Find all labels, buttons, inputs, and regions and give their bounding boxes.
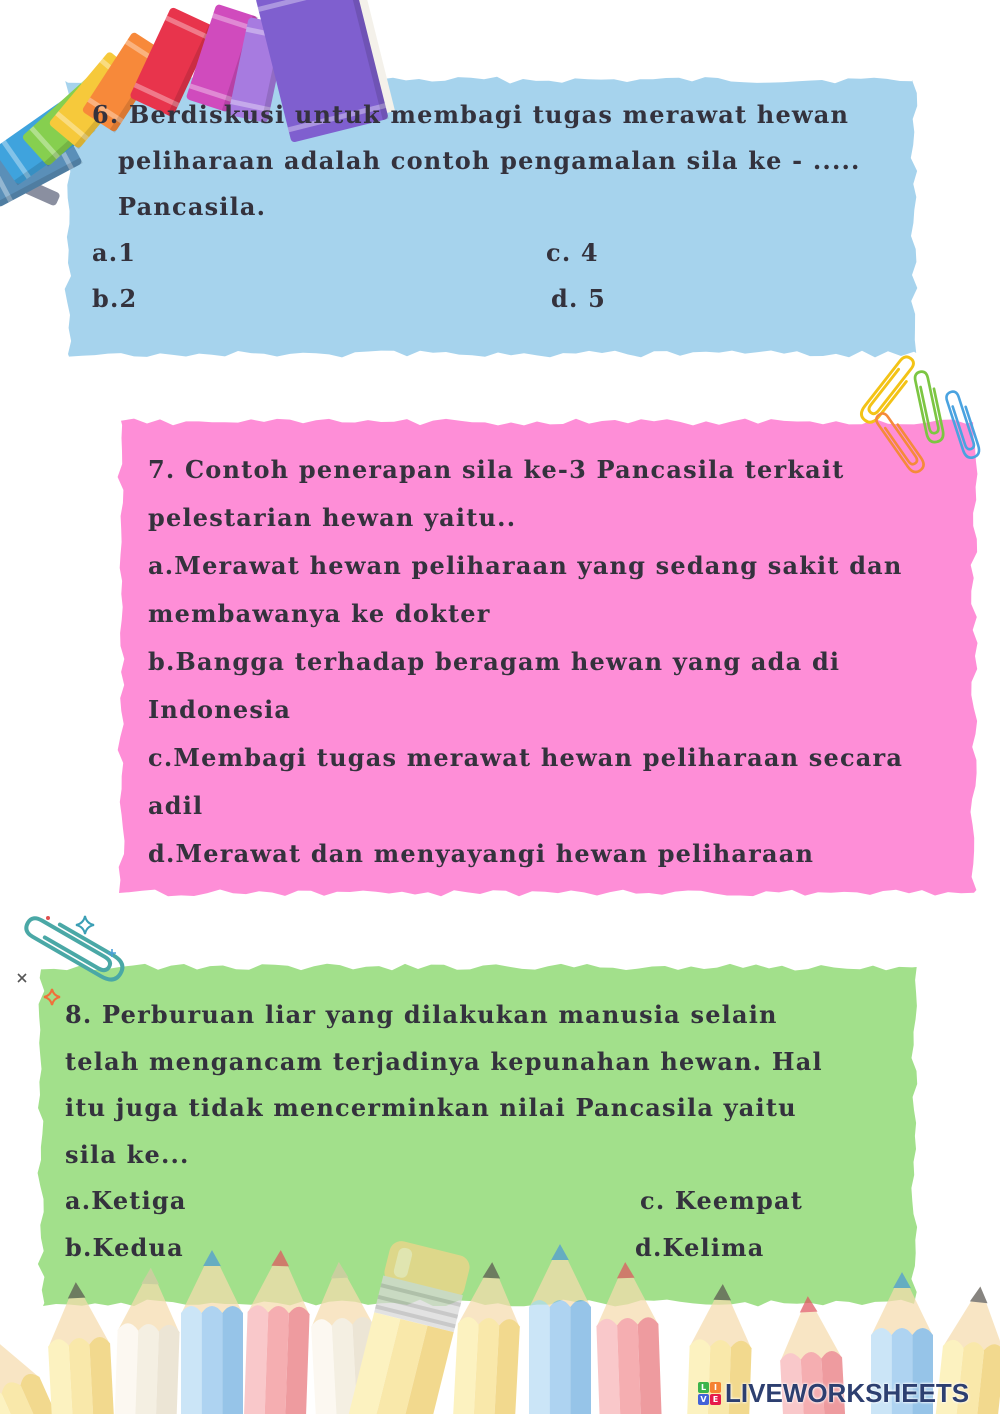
question-8-text-line: sila ke... xyxy=(65,1139,190,1169)
logo-icon-letter: I xyxy=(710,1382,721,1393)
question-8 xyxy=(65,992,823,1271)
sparkle-icon xyxy=(44,989,60,1005)
question-6-option-b[interactable]: b.2 xyxy=(92,284,138,313)
option-text-line: c.Membagi tugas merawat hewan peliharaan secara xyxy=(148,743,904,772)
pencil-facet xyxy=(529,1300,550,1414)
pencil-icon xyxy=(181,1250,243,1414)
question-6-text-line: Pancasila. xyxy=(118,192,267,221)
question-7-option-d[interactable] xyxy=(148,830,903,878)
question-7-text-line: 7. Contoh penerapan sila ke-3 Pancasila terkait xyxy=(148,455,845,484)
pencil-lead xyxy=(713,1284,731,1301)
option-text-line: a.Merawat hewan peliharaan yang sedang sakit dan xyxy=(148,551,903,580)
pencil-facet xyxy=(202,1306,223,1414)
question-6-options-row xyxy=(92,230,861,276)
pencil-facet xyxy=(181,1306,202,1414)
question-8-option-a[interactable]: a.Ketiga xyxy=(65,1186,187,1215)
sparkle-icon xyxy=(76,916,94,934)
question-6-option-a[interactable]: a.1 xyxy=(92,238,137,267)
question-6-text-line: peliharaan adalah contoh pengamalan sila ke - ..... xyxy=(118,146,861,175)
pencil-facet xyxy=(637,1317,662,1414)
question-8-text-line: itu juga tidak mencerminkan nilai Pancasila yaitu xyxy=(65,1093,797,1122)
logo-icon-letter: E xyxy=(710,1394,721,1405)
pencil-lead xyxy=(67,1282,86,1299)
question-8-option-c[interactable]: c. Keempat xyxy=(640,1186,804,1215)
liveworksheets-logo-icon xyxy=(698,1382,721,1405)
liveworksheets-logo[interactable] xyxy=(698,1378,969,1408)
logo-text: LIVEWORKSHEETS xyxy=(725,1377,970,1408)
option-text-line: membawanya ke dokter xyxy=(148,599,491,628)
pencil-icon xyxy=(45,1280,116,1414)
question-7-option-c[interactable] xyxy=(148,734,903,830)
pencil-facet xyxy=(550,1300,571,1414)
option-text-line: Indonesia xyxy=(148,695,292,724)
question-7-text-line: pelestarian hewan yaitu.. xyxy=(148,503,517,532)
pencil-facet xyxy=(243,1305,269,1414)
question-7-option-b[interactable] xyxy=(148,638,903,734)
question-6-option-d[interactable]: d. 5 xyxy=(551,284,606,313)
option-text-line: adil xyxy=(148,791,204,820)
cross-sparkle-icon xyxy=(18,974,26,982)
question-6-text-line: 6. Berdiskusi untuk membagi tugas merawat hewan xyxy=(92,100,850,129)
question-6 xyxy=(92,92,861,322)
pencil-lead xyxy=(970,1286,989,1304)
option-text-line: d.Merawat dan menyayangi hewan peliharaan xyxy=(148,839,815,868)
pencil-icon xyxy=(594,1261,663,1414)
paperclip-icon xyxy=(23,910,127,984)
option-text-line: b.Bangga terhadap beragam hewan yang ada di xyxy=(148,647,841,676)
question-6-option-c[interactable]: c. 4 xyxy=(546,238,599,267)
pencil-icon xyxy=(243,1249,312,1414)
blue-paperclip-icon xyxy=(945,389,981,460)
question-7-option-a[interactable] xyxy=(148,542,903,638)
question-7 xyxy=(148,446,903,878)
dot-sparkle-icon xyxy=(46,916,50,920)
question-6-options-row xyxy=(92,276,861,322)
logo-icon-letter: L xyxy=(698,1382,709,1393)
question-8-text-line: telah mengancam terjadinya kepunahan hewan. Hal xyxy=(65,1046,823,1076)
question-8-options-row xyxy=(65,1225,823,1272)
pencil-facet xyxy=(113,1323,138,1414)
pencil-facet xyxy=(222,1306,243,1414)
pencil-facet xyxy=(570,1300,591,1414)
yellow-paperclip-icon xyxy=(858,354,919,425)
pencil-facet xyxy=(89,1336,115,1414)
question-8-option-d[interactable]: d.Kelima xyxy=(635,1232,765,1262)
question-8-options-row xyxy=(65,1178,823,1225)
pencil-lead xyxy=(799,1296,818,1313)
question-8-option-b[interactable]: b.Kedua xyxy=(65,1232,184,1262)
pencil-icon xyxy=(113,1267,181,1414)
pencil-lead xyxy=(893,1272,911,1288)
logo-icon-letter: V xyxy=(698,1394,709,1405)
green-paperclip-icon xyxy=(914,370,945,444)
question-8-text-line: 8. Perburuan liar yang dilakukan manusia selain xyxy=(65,1000,778,1029)
